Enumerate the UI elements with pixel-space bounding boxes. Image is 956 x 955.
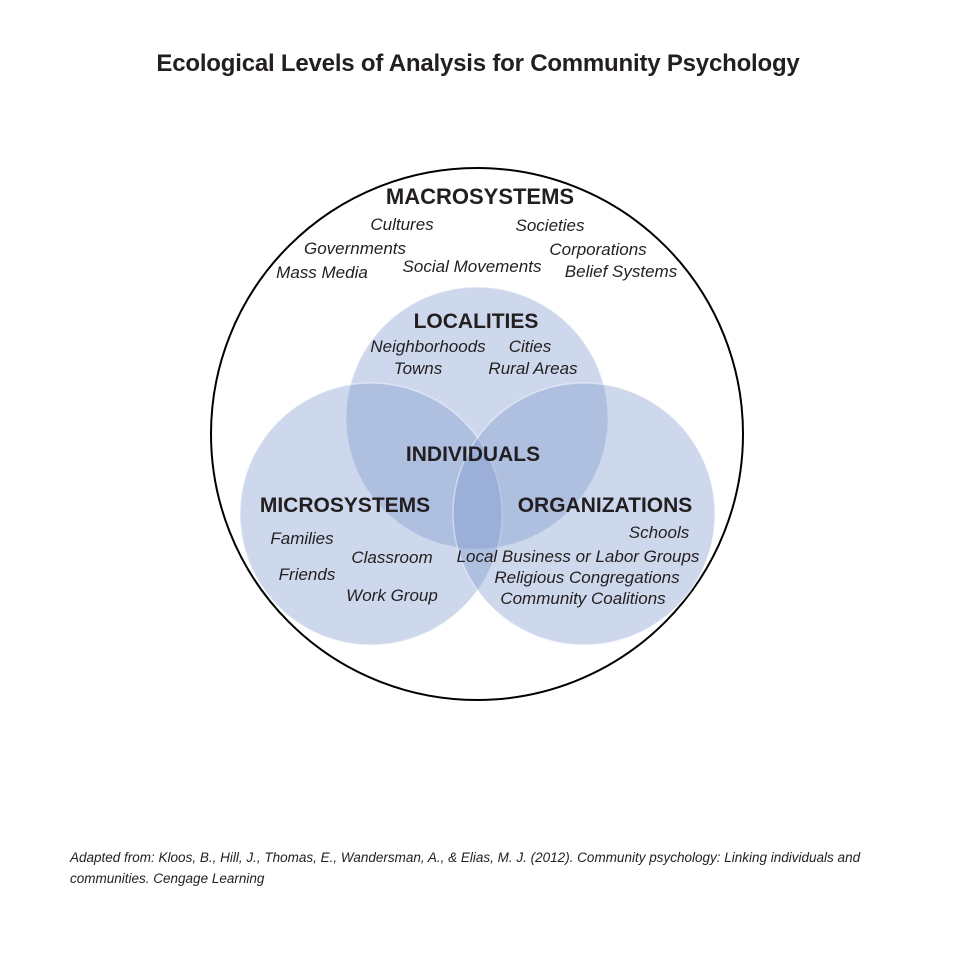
microsystems-item-families: Families	[270, 529, 334, 548]
localities-item-towns: Towns	[393, 359, 443, 378]
macrosystems-item-cultures: Cultures	[370, 215, 434, 234]
macrosystems-item-social-movements: Social Movements	[402, 257, 542, 276]
macrosystems-item-societies: Societies	[515, 216, 585, 235]
macrosystems-item-corporations: Corporations	[549, 240, 647, 259]
localities-item-neighborhoods: Neighborhoods	[370, 337, 486, 356]
individuals-label: INDIVIDUALS	[405, 443, 541, 466]
microsystems-item-work-group: Work Group	[346, 586, 438, 605]
citation	[70, 847, 900, 889]
macrosystems-item-mass-media: Mass Media	[276, 263, 368, 282]
macrosystems-label: MACROSYSTEMS	[385, 184, 575, 209]
citation-line-2: communities. Cengage Learning	[70, 871, 265, 886]
macrosystems-item-governments: Governments	[303, 239, 407, 258]
organizations-label: ORGANIZATIONS	[517, 494, 693, 517]
localities-label: LOCALITIES	[413, 310, 539, 333]
organizations-item-local-business: Local Business or Labor Groups	[456, 547, 700, 566]
page-title: Ecological Levels of Analysis for Community Psychology	[156, 50, 800, 77]
organizations-item-religious-congregations: Religious Congregations	[494, 568, 680, 587]
organizations-item-schools: Schools	[628, 523, 690, 542]
localities-item-cities: Cities	[508, 337, 552, 356]
microsystems-item-classroom: Classroom	[351, 548, 433, 567]
organizations-item-community-coalitions: Community Coalitions	[500, 589, 666, 608]
macrosystems-item-belief-systems: Belief Systems	[564, 262, 678, 281]
microsystems-label: MICROSYSTEMS	[259, 494, 431, 517]
microsystems-item-friends: Friends	[278, 565, 336, 584]
localities-item-rural-areas: Rural Areas	[488, 359, 578, 378]
citation-line-1: Adapted from: Kloos, B., Hill, J., Thomas, E., Wandersman, A., & Elias, M. J. (2012). Community psychology: Linking individuals and	[70, 850, 861, 865]
